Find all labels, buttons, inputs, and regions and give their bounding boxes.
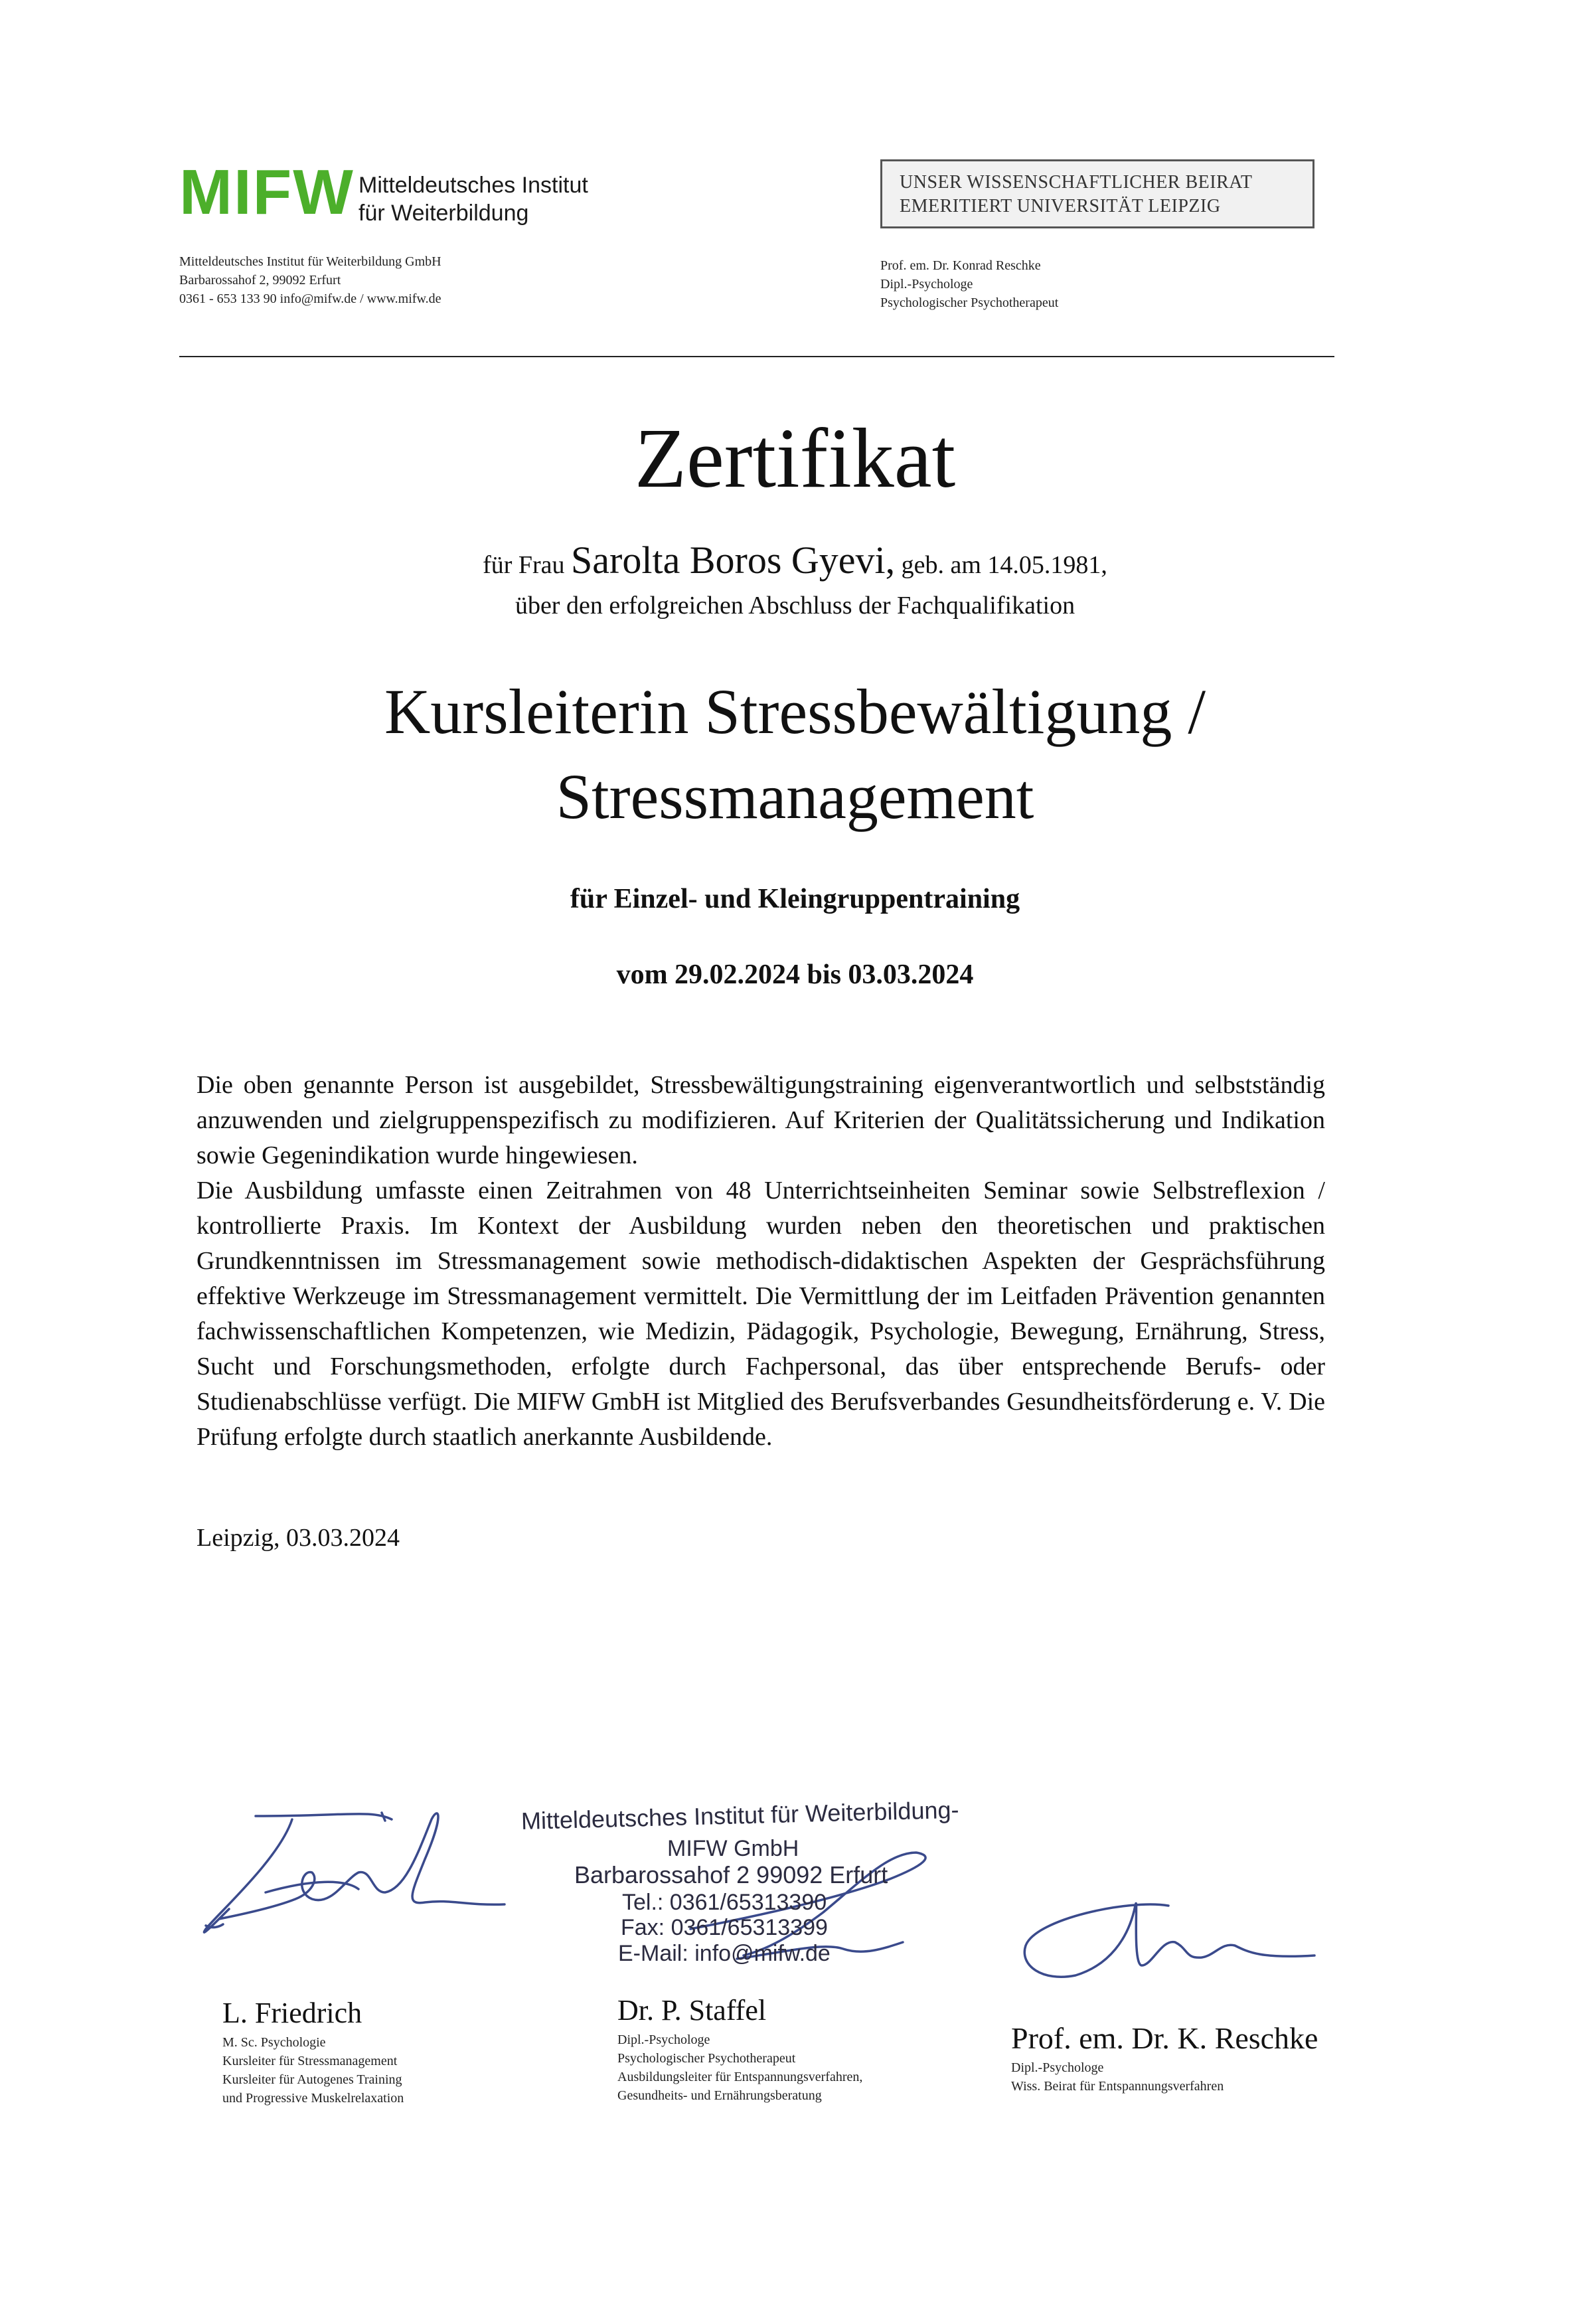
advisor-name: Prof. em. Dr. Konrad Reschke bbox=[880, 258, 1041, 273]
place-and-date: Leipzig, 03.03.2024 bbox=[197, 1524, 400, 1552]
body-paragraph-1: Die oben genannte Person ist ausgebildet, Stressbewältigungstraining eigenverantwortlich und selbstständig anzuwenden und zielgruppenspezifisch zu modifizieren. Auf Kriterien der Qualitätssicherung und Indikation sowie Gegenindikation wurde hingewiesen. bbox=[197, 1071, 1325, 1169]
logo-institute-name bbox=[358, 171, 588, 227]
logo-name-line2: für Weiterbildung bbox=[358, 201, 529, 226]
signatory-name: Prof. em. Dr. K. Reschke bbox=[1011, 2021, 1318, 2055]
signatory-staffel bbox=[617, 1991, 862, 2105]
logo-name-line1: Mitteldeutsches Institut bbox=[358, 173, 588, 198]
stamp-line-email: E-Mail: info@mifw.de bbox=[618, 1941, 831, 1966]
header-divider bbox=[179, 356, 1334, 357]
signature-friedrich-icon bbox=[204, 1813, 505, 1932]
signatory-title: Kursleiter für Autogenes Training bbox=[222, 2072, 402, 2087]
beirat-line2: EMERITIERT UNIVERSITÄT LEIPZIG bbox=[900, 196, 1221, 216]
stamp-line-fax: Fax: 0361/65313399 bbox=[621, 1915, 828, 1940]
recipient-birthdate: geb. am 14.05.1981, bbox=[901, 551, 1107, 579]
signatory-title: Dipl.-Psychologe bbox=[1011, 2060, 1104, 2075]
certificate-body bbox=[197, 1068, 1325, 1455]
advisor-degree: Dipl.-Psychologe bbox=[880, 277, 973, 291]
advisor-block bbox=[880, 256, 1058, 312]
mifw-logo: MIFW bbox=[179, 157, 355, 228]
stamp-line-institute: Mitteldeutsches Institut für Weiterbildung- bbox=[520, 1795, 959, 1835]
signatory-title: Gesundheits- und Ernährungsberatung bbox=[617, 2088, 822, 2103]
qualification-line1: Kursleiterin Stressbewältigung / bbox=[384, 676, 1206, 747]
signatory-reschke bbox=[1011, 2019, 1318, 2096]
signatory-title: Dipl.-Psychologe bbox=[617, 2033, 710, 2047]
company-stamp bbox=[520, 1795, 959, 1967]
org-name: Mitteldeutsches Institut für Weiterbildung GmbH bbox=[179, 254, 441, 269]
beirat-line1: UNSER WISSENSCHAFTLICHER BEIRAT bbox=[900, 172, 1253, 193]
signatory-title: und Progressive Muskelrelaxation bbox=[222, 2091, 404, 2106]
org-street: Barbarossahof 2, 99092 Erfurt bbox=[179, 273, 341, 288]
qualification-line2: Stressmanagement bbox=[556, 761, 1034, 832]
stamp-line-company: MIFW GmbH bbox=[667, 1836, 799, 1861]
signatory-friedrich bbox=[222, 1993, 404, 2108]
training-scope: für Einzel- und Kleingruppentraining bbox=[570, 884, 1020, 914]
signatory-title: Kursleiter für Stressmanagement bbox=[222, 2054, 398, 2068]
signatory-name: L. Friedrich bbox=[222, 1997, 362, 2029]
stamp-line-address: Barbarossahof 2 99092 Erfurt bbox=[574, 1861, 888, 1888]
org-contact: 0361 - 653 133 90 info@mifw.de / www.mifw.de bbox=[179, 291, 441, 306]
signatory-title: Ausbildungsleiter für Entspannungsverfahren, bbox=[617, 2070, 863, 2084]
completion-line: über den erfolgreichen Abschluss der Fachqualifikation bbox=[515, 592, 1075, 620]
signatory-name: Dr. P. Staffel bbox=[617, 1994, 767, 2027]
qualification-title bbox=[0, 669, 1590, 839]
advisor-role: Psychologischer Psychotherapeut bbox=[880, 295, 1059, 310]
body-paragraph-2: Die Ausbildung umfasste einen Zeitrahmen von 48 Unterrichtseinheiten Seminar sowie Selbstreflexion / kontrollierte Praxis. Im Kontext der Ausbildung wurden neben den theoretischen und praktischen Grundkenntnissen im Stressmanagement sowie methodisch-didaktischen Aspekten der Gesprächsführung effektive Werkzeuge im Stressmanagement vermittelt. Die Vermittlung der im Leitfaden Prävention genannten fachwissenschaftlichen Kompetenzen, wie Medizin, Pädagogik, Psychologie, Bewegung, Ernährung, Stress, Sucht und Forschungsmethoden, erfolgte durch Fachpersonal, das über entsprechende Berufs- oder Studienabschlüsse verfügt. Die MIFW GmbH ist Mitglied des Berufsverbandes Gesundheitsförderung e. V. Die Prüfung erfolgte durch staatlich anerkannte Ausbildende. bbox=[197, 1177, 1325, 1451]
signature-reschke-icon bbox=[1024, 1903, 1314, 1977]
advisory-board-box bbox=[880, 159, 1314, 228]
recipient-line bbox=[0, 538, 1590, 588]
recipient-name: Sarolta Boros Gyevi, bbox=[571, 539, 896, 582]
signatory-title: Psychologischer Psychotherapeut bbox=[617, 2051, 796, 2066]
certificate-title: Zertifikat bbox=[634, 411, 956, 505]
stamp-line-phone: Tel.: 0361/65313390 bbox=[622, 1890, 827, 1915]
signatory-title: Wiss. Beirat für Entspannungsverfahren bbox=[1011, 2079, 1224, 2094]
signatory-title: M. Sc. Psychologie bbox=[222, 2035, 326, 2050]
organization-address bbox=[179, 252, 441, 308]
recipient-prefix: für Frau bbox=[483, 551, 565, 579]
course-dates: vom 29.02.2024 bis 03.03.2024 bbox=[616, 959, 974, 990]
